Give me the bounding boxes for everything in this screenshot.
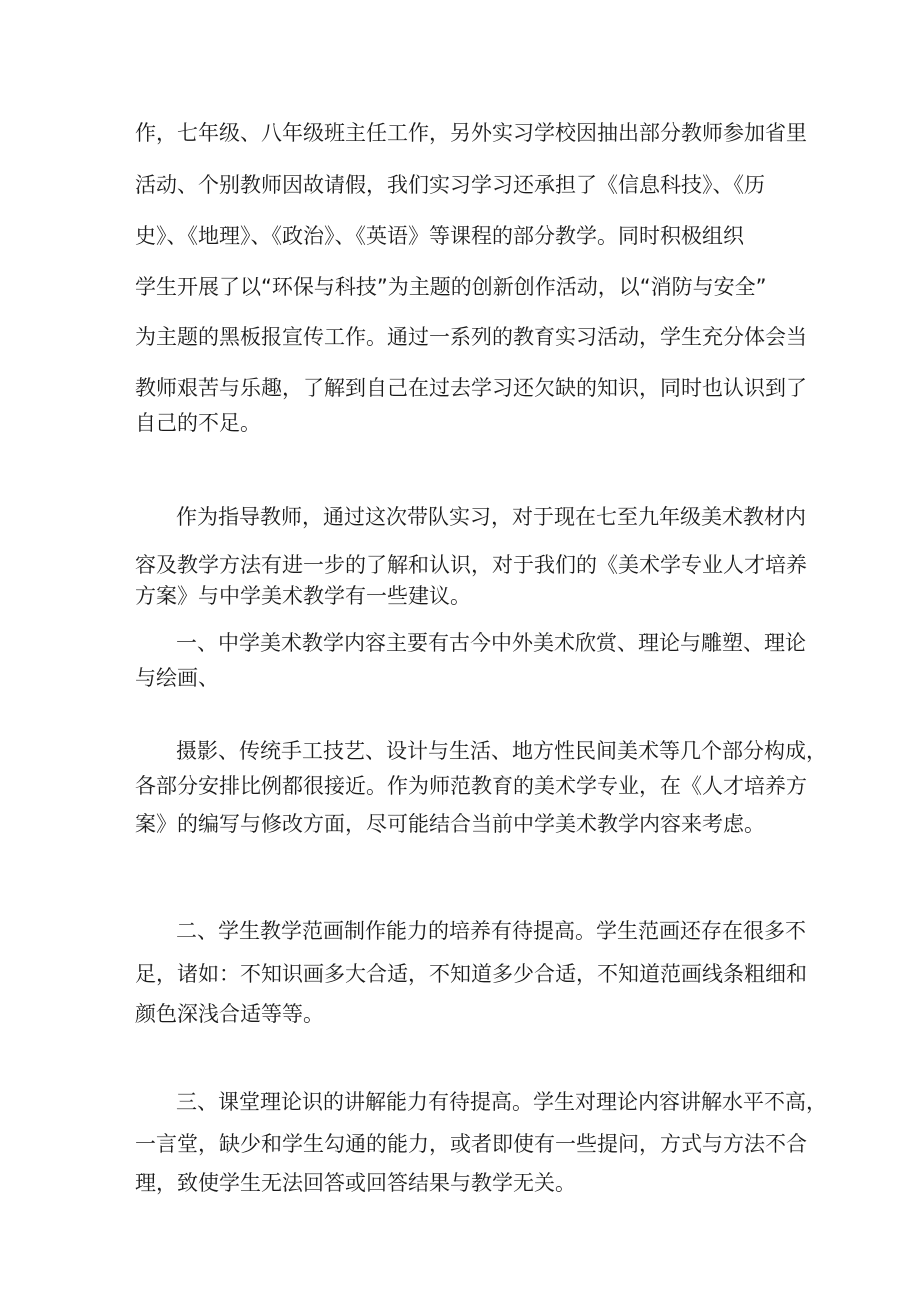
paragraph-1-line-5: 为主题的黑板报宣传工作。通过一系列的教育实习活动，学生充分体会当: [135, 325, 807, 349]
paragraph-1-line-6: 教师艰苦与乐趣，了解到自己在过去学习还欠缺的知识，同时也认识到了: [135, 376, 807, 400]
paragraph-2-line-2: 容及教学方法有进一步的了解和认识，对于我们的《美术学专业人才培养: [135, 553, 807, 577]
paragraph-5-line-1: 二、学生教学范画制作能力的培养有待提高。学生范画还存在很多不: [176, 919, 806, 943]
paragraph-4-line-1: 摄影、传统手工技艺、设计与生活、地方性民间美术等几个部分构成，: [176, 739, 827, 763]
paragraph-1-line-1: 作，七年级、八年级班主任工作，另外实习学校因抽出部分教师参加省里: [135, 121, 807, 145]
paragraph-5-line-3: 颜色深浅合适等等。: [135, 1002, 324, 1026]
paragraph-1-line-3: 史》、《地理》、《政治》、《英语》等课程的部分教学。同时积极组织: [135, 224, 744, 248]
paragraph-1-line-4: 学生开展了以“环保与科技”为主题的创新创作活动，以“消防与安全”: [135, 275, 767, 299]
paragraph-4-line-3: 案》的编写与修改方面，尽可能结合当前中学美术教学内容来考虑。: [135, 812, 765, 836]
paragraph-6-line-2: 一言堂，缺少和学生勾通的能力，或者即使有一些提问，方式与方法不合: [135, 1132, 807, 1156]
paragraph-1-line-2: 活动、个别教师因故请假，我们实习学习还承担了《信息科技》、《历: [135, 173, 765, 197]
paragraph-2-line-3: 方案》与中学美术教学有一些建议。: [135, 584, 471, 608]
paragraph-4-line-2: 各部分安排比例都很接近。作为师范教育的美术学专业，在《人才培养方: [135, 774, 807, 798]
paragraph-1-line-7: 自己的不足。: [135, 411, 261, 435]
paragraph-3-line-1: 一、中学美术教学内容主要有古今中外美术欣赏、理论与雕塑、理论: [176, 631, 806, 655]
paragraph-3-line-2: 与绘画、: [135, 666, 219, 690]
paragraph-6-line-3: 理，致使学生无法回答或回答结果与教学无关。: [135, 1171, 576, 1195]
paragraph-5-line-2: 足，诸如：不知识画多大合适，不知道多少合适，不知道范画线条粗细和: [135, 962, 807, 986]
paragraph-6-line-1: 三、课堂理论识的讲解能力有待提高。学生对理论内容讲解水平不高，: [176, 1090, 827, 1114]
paragraph-2-line-1: 作为指导教师，通过这次带队实习，对于现在七至九年级美术教材内: [176, 505, 806, 529]
